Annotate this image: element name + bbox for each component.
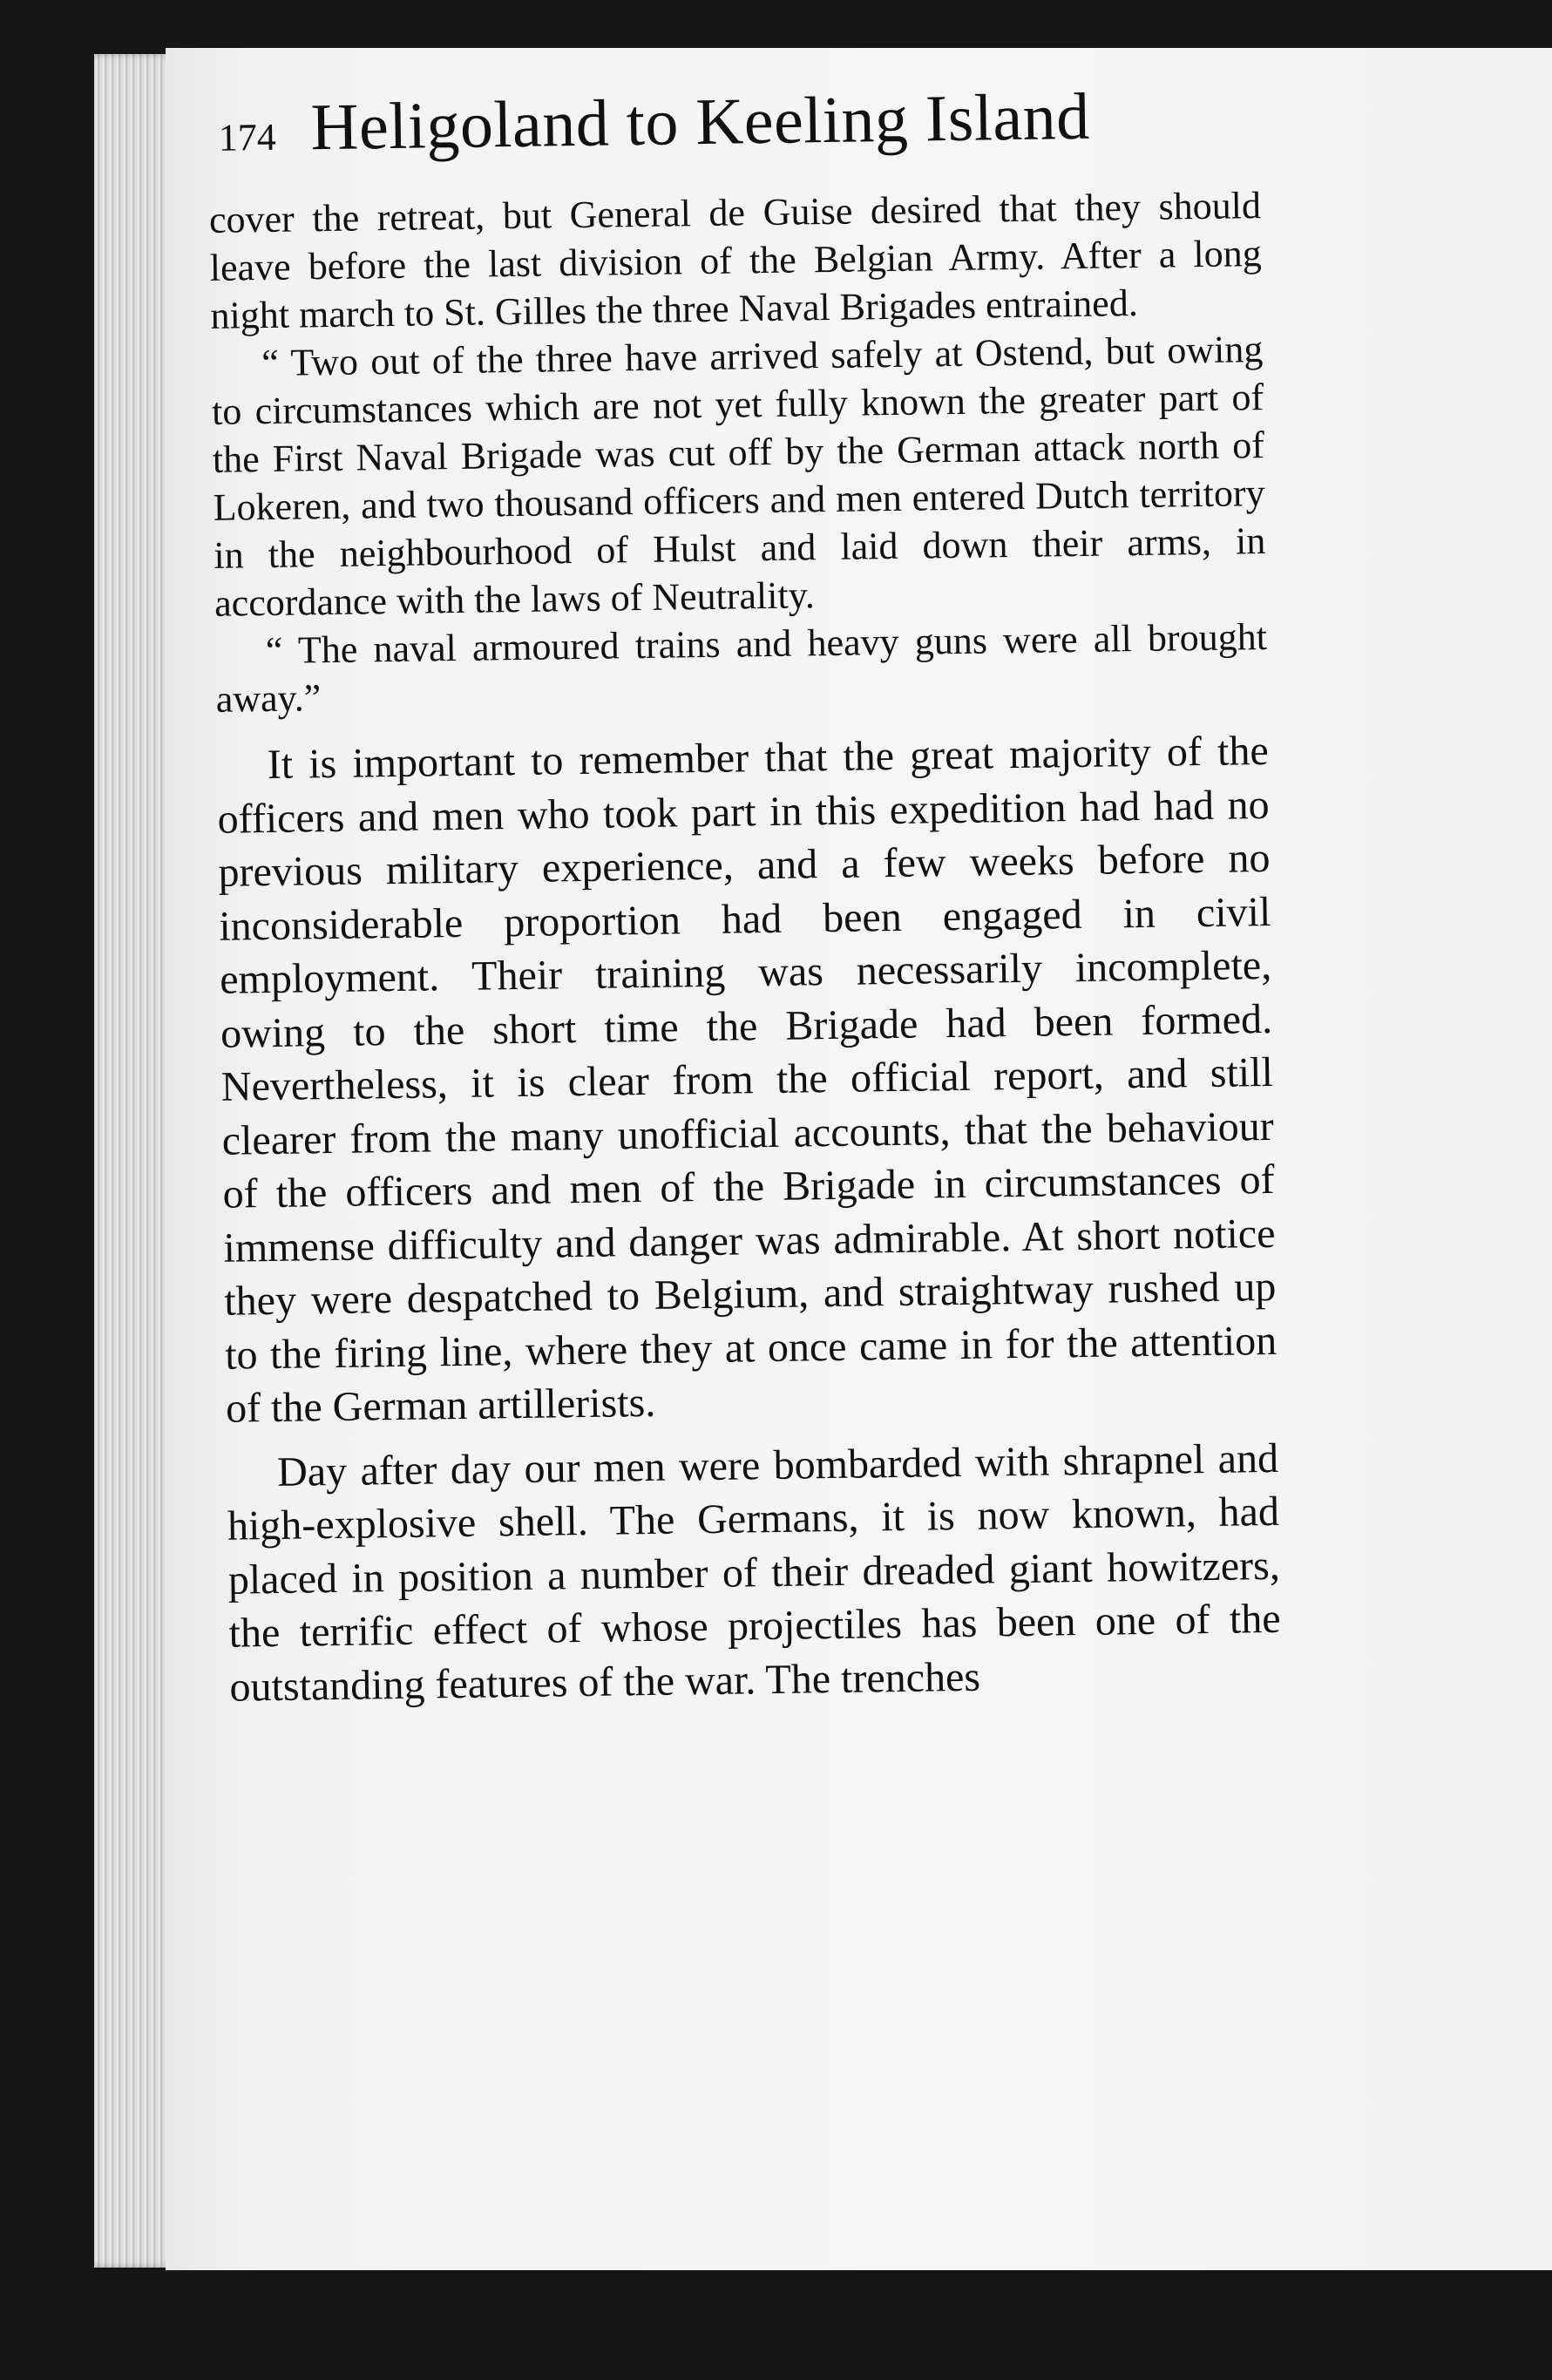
page-number: 174 xyxy=(218,115,277,159)
paragraph-day-after-day: Day after day our men were bombarded with shrapnel and high-explosive shell. The Germans, it is now known, had placed in position a number of their dreaded giant howitzers, the terrific effect of whose projectiles has been one of the outstanding features of the war. The trenches xyxy=(227,1434,1281,1711)
paragraph-important: It is important to remember that the great majority of the officers and men who took part in this expedition had had no previous military experience, and a few weeks before no inconsiderable proportion had been engaged in civil employment. Their training was necessarily incomplete, owing to the short time the Brigade had been formed. Nevertheless, it is clear from the official report, and still clearer from the many unofficial accounts, that the behaviour of the officers and men of the Brigade in circumstances of immense difficulty and danger was admirable. At short notice they were despatched to Belgium, and straightway rushed up to the firing line, where they at once came in for the attention of the German artillerists. xyxy=(217,727,1278,1432)
running-title: Heligoland to Keeling Island xyxy=(310,79,1091,165)
paragraph-quote-trains: “ The naval armoured trains and heavy guns were all brought away.” xyxy=(215,614,1268,721)
paragraph-continued: cover the retreat, but General de Guise desired that they should leave before the last division of the Belgian Army. After a long night march to St. Gilles the three Naval Brigades entrained. xyxy=(208,184,1263,337)
running-head xyxy=(218,77,1261,196)
page-text-block xyxy=(200,77,1282,1714)
paragraph-quote-ostend: “ Two out of the three have arrived safely at Ostend, but owing to circumstances which are not yet fully known the greater part of the First Naval Brigade was cut off by the German attack north of Lokeren, and two thousand officers and men entered Dutch territory in the neighbourhood of Hulst and laid down their arms, in accordance with the laws of Neutrality. xyxy=(211,328,1266,625)
